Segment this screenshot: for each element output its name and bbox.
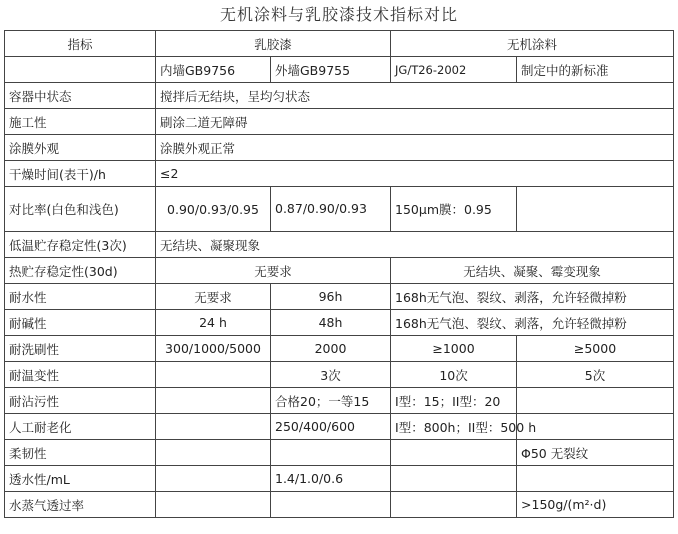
page-title: 无机涂料与乳胶漆技术指标对比 <box>219 5 458 24</box>
latex-all-cell: 无结块、凝聚现象 <box>156 232 674 258</box>
latex-all-cell: ≤2 <box>156 161 674 187</box>
inorganic-merged-cell: 168h无气泡、裂纹、剥落，允许轻微掉粉 <box>391 284 674 310</box>
row-label: 耐水性 <box>5 284 156 310</box>
latex-all-cell: 刷涂二道无障碍 <box>156 109 674 135</box>
table-row <box>5 135 674 161</box>
table-row <box>5 161 674 187</box>
table-row <box>5 362 674 388</box>
row-label: 涂膜外观 <box>5 135 156 161</box>
interior-cell <box>156 388 271 414</box>
jg-cell <box>391 492 517 518</box>
new-std-cell: >150g/(m²·d) <box>517 492 674 518</box>
row-label: 柔韧性 <box>5 440 156 466</box>
new-std-cell <box>517 388 674 414</box>
table-row <box>5 310 674 336</box>
exterior-cell <box>271 440 391 466</box>
jg-cell: 10次 <box>391 362 517 388</box>
header-interior: 内墙GB9756 <box>156 57 271 83</box>
comparison-table <box>4 30 674 518</box>
inorganic-merged-cell: 168h无气泡、裂纹、剥落，允许轻微掉粉 <box>391 310 674 336</box>
table-row <box>5 336 674 362</box>
table-row <box>5 187 674 232</box>
exterior-cell: 48h <box>271 310 391 336</box>
jg-cell <box>391 466 517 492</box>
table-header-row <box>5 31 674 57</box>
table-row <box>5 440 674 466</box>
header-inorganic: 无机涂料 <box>391 31 674 57</box>
table-row <box>5 83 674 109</box>
latex-all-cell: 涂膜外观正常 <box>156 135 674 161</box>
new-std-cell <box>517 414 674 440</box>
exterior-cell: 0.87/0.90/0.93 <box>271 187 391 232</box>
interior-cell <box>156 440 271 466</box>
interior-cell <box>156 466 271 492</box>
latex-merged-cell: 无要求 <box>156 258 391 284</box>
new-std-cell: 5次 <box>517 362 674 388</box>
row-label: 对比率(白色和浅色) <box>5 187 156 232</box>
row-label: 水蒸气透过率 <box>5 492 156 518</box>
exterior-cell: 250/400/600 <box>271 414 391 440</box>
exterior-cell <box>271 492 391 518</box>
exterior-cell: 3次 <box>271 362 391 388</box>
exterior-cell: 2000 <box>271 336 391 362</box>
row-label: 人工耐老化 <box>5 414 156 440</box>
new-std-cell: Φ50 无裂纹 <box>517 440 674 466</box>
table-row <box>5 492 674 518</box>
interior-cell <box>156 492 271 518</box>
row-label: 耐温变性 <box>5 362 156 388</box>
new-std-cell: ≥5000 <box>517 336 674 362</box>
table-subheader-row <box>5 57 674 83</box>
table-row <box>5 284 674 310</box>
new-std-cell <box>517 466 674 492</box>
row-label: 耐碱性 <box>5 310 156 336</box>
exterior-cell: 合格20；一等15 <box>271 388 391 414</box>
table-row <box>5 388 674 414</box>
interior-cell <box>156 414 271 440</box>
jg-cell: I型：15；II型：20 <box>391 388 517 414</box>
jg-cell: ≥1000 <box>391 336 517 362</box>
header-new-std: 制定中的新标准 <box>517 57 674 83</box>
table-row <box>5 109 674 135</box>
row-label: 透水性/mL <box>5 466 156 492</box>
row-label: 热贮存稳定性(30d) <box>5 258 156 284</box>
row-label: 干燥时间(表干)/h <box>5 161 156 187</box>
row-label: 耐洗刷性 <box>5 336 156 362</box>
interior-cell: 24 h <box>156 310 271 336</box>
jg-cell: I型：800h；II型：500 h <box>391 414 517 440</box>
exterior-cell: 96h <box>271 284 391 310</box>
header-jg: JG/T26-2002 <box>391 57 517 83</box>
row-label: 容器中状态 <box>5 83 156 109</box>
new-std-cell <box>517 187 674 232</box>
header-latex: 乳胶漆 <box>156 31 391 57</box>
jg-cell <box>391 440 517 466</box>
interior-cell: 无要求 <box>156 284 271 310</box>
header-exterior: 外墙GB9755 <box>271 57 391 83</box>
inorganic-merged-cell: 无结块、凝聚、霉变现象 <box>391 258 674 284</box>
header-blank <box>5 57 156 83</box>
interior-cell <box>156 362 271 388</box>
table-row <box>5 258 674 284</box>
row-label: 低温贮存稳定性(3次) <box>5 232 156 258</box>
jg-cell: 150μm膜：0.95 <box>391 187 517 232</box>
table-row <box>5 466 674 492</box>
interior-cell: 300/1000/5000 <box>156 336 271 362</box>
latex-all-cell: 搅拌后无结块，呈均匀状态 <box>156 83 674 109</box>
table-row <box>5 414 674 440</box>
interior-cell: 0.90/0.93/0.95 <box>156 187 271 232</box>
row-label: 耐沾污性 <box>5 388 156 414</box>
header-indicator: 指标 <box>5 31 156 57</box>
exterior-cell: 1.4/1.0/0.6 <box>271 466 391 492</box>
row-label: 施工性 <box>5 109 156 135</box>
table-row <box>5 232 674 258</box>
